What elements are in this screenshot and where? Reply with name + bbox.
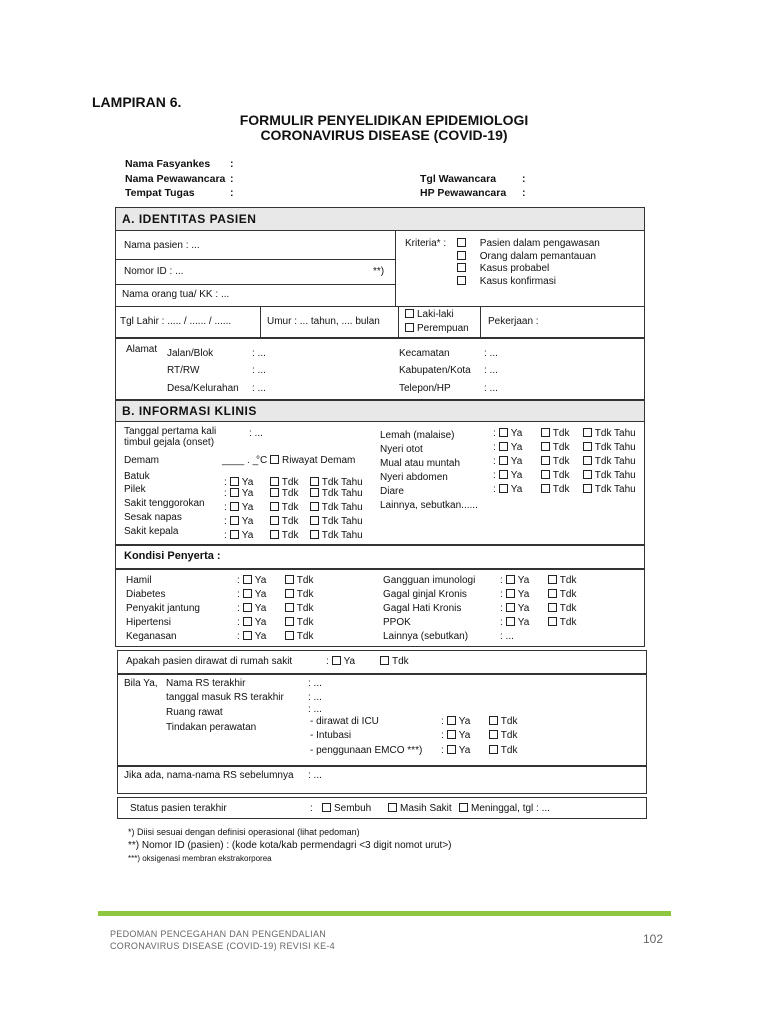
kondisi-left-options-row: [237, 603, 325, 614]
option-checkbox[interactable]: Tdk Tahu: [583, 442, 643, 453]
option-checkbox[interactable]: Tdk: [541, 456, 583, 467]
option-checkbox[interactable]: Ya: [230, 488, 270, 499]
option-checkbox[interactable]: Ya: [230, 477, 270, 488]
kondisi-right-options-row: [500, 603, 588, 614]
option-checkbox[interactable]: Ya: [499, 470, 541, 481]
desa-label: Desa/Kelurahan: [167, 383, 239, 394]
tgl-lahir-field[interactable]: Tgl Lahir : ..... / ...... / ......: [120, 316, 232, 327]
checkbox-icon: [322, 803, 331, 812]
rs-sebelumnya-field[interactable]: : ...: [308, 770, 322, 781]
option-checkbox[interactable]: Ya: [447, 745, 489, 756]
onset-label-1: Tanggal pertama kali: [124, 426, 217, 437]
colon: :: [230, 187, 234, 199]
checkbox-icon: [405, 323, 414, 332]
onset-label-2: timbul gejala (onset): [124, 437, 215, 448]
checkbox-icon: [230, 502, 239, 511]
checkbox-icon: [230, 530, 239, 539]
colon: :: [237, 617, 240, 628]
colon: :: [230, 158, 234, 170]
option-checkbox[interactable]: Tdk: [489, 730, 529, 741]
option-checkbox[interactable]: Ya: [447, 716, 489, 727]
checkbox-icon: [243, 575, 252, 584]
jalan-label: Jalan/Blok: [167, 348, 214, 359]
colon: :: [230, 173, 234, 185]
checkbox-icon: [285, 617, 294, 626]
colon: :: [224, 488, 227, 499]
kondisi-left-options-row: [237, 631, 325, 642]
symptom-label: Mual atau muntah: [380, 458, 461, 469]
note-2: **) Nomor ID (pasien) : (kode kota/kab permendagri <3 digit nomot urut>): [128, 840, 452, 851]
symptom-label: Sakit kepala: [124, 526, 179, 537]
ruang-rawat-field[interactable]: : ...: [308, 704, 322, 715]
kondisi-label: PPOK: [383, 617, 411, 628]
checkbox-icon: [457, 251, 466, 260]
left-symptom-options-row: [224, 477, 370, 488]
note-3: ***) oksigenasi membran ekstrakorporea: [128, 854, 272, 863]
symptom-label: Sesak napas: [124, 512, 182, 523]
checkbox-icon: [285, 589, 294, 598]
colon: :: [224, 477, 227, 488]
right-symptom-options-row: [493, 428, 643, 439]
celsius-unit: °C: [256, 455, 268, 466]
option-checkbox[interactable]: Ya: [230, 502, 270, 513]
checkbox-icon: [405, 309, 414, 318]
option-checkbox[interactable]: Tdk: [541, 470, 583, 481]
checkbox-icon: [230, 477, 239, 486]
kondisi-label: Diabetes: [126, 589, 166, 600]
riwayat-demam-checkbox[interactable]: Riwayat Demam: [270, 455, 355, 466]
symptom-label: Batuk: [124, 471, 150, 482]
option-checkbox[interactable]: Ya: [506, 589, 548, 600]
telepon-field[interactable]: : ...: [484, 383, 498, 394]
nama-rs-label: Nama RS terakhir: [166, 678, 246, 689]
checkbox-icon: [447, 730, 456, 739]
option-checkbox[interactable]: Ya: [499, 484, 541, 495]
checkbox-icon: [541, 456, 550, 465]
option-checkbox[interactable]: Ya: [499, 456, 541, 467]
option-checkbox[interactable]: Tdk: [285, 589, 325, 600]
option-checkbox[interactable]: Ya: [499, 442, 541, 453]
option-checkbox[interactable]: Ya: [506, 617, 548, 628]
option-checkbox[interactable]: Tdk: [285, 603, 325, 614]
rawat-question: Apakah pasien dirawat di rumah sakit: [126, 656, 293, 667]
colon: :: [237, 631, 240, 642]
demam-field[interactable]: ____ . _: [222, 455, 259, 466]
demam-label: Demam: [124, 455, 160, 466]
option-checkbox[interactable]: Tdk: [548, 603, 588, 614]
kondisi-right-options-row: [500, 575, 588, 586]
kondisi-label: Hipertensi: [126, 617, 172, 628]
colon: :: [237, 603, 240, 614]
left-symptom-options-row: [224, 516, 370, 527]
colon: :: [500, 617, 503, 628]
onset-field[interactable]: : ...: [249, 428, 263, 439]
rawat-tdk[interactable]: Tdk: [380, 656, 409, 667]
checkbox-icon: [548, 617, 557, 626]
form-title: FORMULIR PENYELIDIKAN EPIDEMIOLOGI: [239, 112, 529, 128]
colon: :: [224, 502, 227, 513]
colon: :: [237, 575, 240, 586]
option-checkbox[interactable]: Tdk: [548, 617, 588, 628]
option-checkbox[interactable]: Tdk: [541, 442, 583, 453]
checkbox-icon: [489, 745, 498, 754]
ruang-rawat-label: Ruang rawat: [166, 707, 223, 718]
lampiran-label: LAMPIRAN 6.: [92, 94, 182, 110]
option-checkbox[interactable]: Tdk: [285, 575, 325, 586]
checkbox-icon: [310, 488, 319, 497]
colon: :: [441, 716, 444, 727]
checkbox-icon: [243, 603, 252, 612]
option-checkbox[interactable]: Ya: [230, 516, 270, 527]
checkbox-icon: [541, 442, 550, 451]
colon: :: [522, 173, 526, 185]
nama-pewawancara-label: Nama Pewawancara: [125, 173, 226, 185]
checkbox-icon: [499, 484, 508, 493]
footer-line-2: CORONAVIRUS DISEASE (COVID-19) REVISI KE-4: [110, 941, 335, 951]
option-checkbox[interactable]: Tdk Tahu: [310, 488, 370, 499]
emco-label: - penggunaan EMCO ***): [310, 745, 423, 756]
kondisi-label: Lainnya (sebutkan): [383, 631, 469, 642]
option-checkbox[interactable]: Tdk Tahu: [310, 477, 370, 488]
gender-laki[interactable]: Laki-laki: [405, 309, 454, 320]
checkbox-icon: [506, 617, 515, 626]
colon: :: [493, 484, 496, 495]
status-meninggal[interactable]: Meninggal, tgl : ...: [459, 803, 550, 814]
kondisi-label: Gagal Hati Kronis: [383, 603, 462, 614]
checkbox-icon: [285, 575, 294, 584]
option-checkbox[interactable]: Tdk Tahu: [583, 428, 643, 439]
symptom-label: Nyeri otot: [380, 444, 423, 455]
option-checkbox[interactable]: Tdk: [489, 745, 529, 756]
checkbox-icon: [270, 455, 279, 464]
section-b-header: B. INFORMASI KLINIS: [115, 400, 645, 422]
checkbox-icon: [457, 276, 466, 285]
left-symptom-options-row: [224, 530, 370, 541]
nama-fasyankes-label: Nama Fasyankes: [125, 158, 211, 170]
option-checkbox[interactable]: Tdk: [548, 589, 588, 600]
option-checkbox[interactable]: Ya: [506, 575, 548, 586]
tgl-wawancara-label: Tgl Wawancara: [420, 173, 497, 185]
right-symptom-options-row: [493, 484, 643, 495]
nama-pasien-field[interactable]: Nama pasien : ...: [124, 240, 200, 251]
symptom-label: Nyeri abdomen: [380, 472, 448, 483]
checkbox-icon: [541, 428, 550, 437]
option-checkbox[interactable]: Tdk Tahu: [583, 456, 643, 467]
form-subtitle: CORONAVIRUS DISEASE (COVID-19): [260, 127, 508, 143]
checkbox-icon: [583, 484, 592, 493]
checkbox-icon: [243, 589, 252, 598]
kondisi-label: Gangguan imunologi: [383, 575, 476, 586]
checkbox-icon: [499, 470, 508, 479]
umur-field[interactable]: Umur : ... tahun, .... bulan: [267, 316, 380, 327]
tindakan-label: Tindakan perawatan: [166, 722, 257, 733]
section-a-header: A. IDENTITAS PASIEN: [115, 207, 645, 231]
option-checkbox[interactable]: Ya: [243, 617, 285, 628]
option-checkbox[interactable]: Tdk Tahu: [310, 530, 370, 541]
checkbox-icon: [548, 589, 557, 598]
alamat-label: Alamat: [126, 344, 158, 355]
checkbox-icon: [583, 428, 592, 437]
checkbox-icon: [506, 603, 515, 612]
rawat-ya[interactable]: : Ya: [326, 656, 356, 667]
nama-rs-field[interactable]: : ...: [308, 678, 322, 689]
checkbox-icon: [506, 575, 515, 584]
checkbox-icon: [270, 516, 279, 525]
option-checkbox[interactable]: Ya: [447, 730, 489, 741]
option-checkbox[interactable]: Tdk: [270, 477, 310, 488]
tindakan-options-row: [441, 716, 529, 727]
symptom-label: Sakit tenggorokan: [124, 498, 205, 509]
checkbox-icon: [310, 477, 319, 486]
checkbox-icon: [583, 442, 592, 451]
colon: :: [441, 745, 444, 756]
checkbox-icon: [583, 470, 592, 479]
colon: :: [500, 575, 503, 586]
checkbox-icon: [548, 575, 557, 584]
right-symptom-options-row: [493, 456, 643, 467]
option-checkbox[interactable]: Tdk: [270, 530, 310, 541]
kriteria-label: Kriteria* :: [405, 238, 447, 249]
hp-pewawancara-label: HP Pewawancara: [420, 187, 507, 199]
checkbox-icon: [506, 589, 515, 598]
kecamatan-field[interactable]: : ...: [484, 348, 498, 359]
checkbox-icon: [310, 516, 319, 525]
colon: :: [441, 730, 444, 741]
kriteria-option[interactable]: Kasus konfirmasi: [457, 276, 600, 289]
kondisi-title: Kondisi Penyerta :: [124, 550, 221, 562]
bila-ya-label: Bila Ya,: [124, 678, 158, 689]
checkbox-icon: [447, 716, 456, 725]
checkbox-icon: [457, 263, 466, 272]
checkbox-icon: [499, 428, 508, 437]
rs-sebelumnya-label: Jika ada, nama-nama RS sebelumnya: [124, 770, 294, 781]
checkbox-icon: [380, 656, 389, 665]
tindakan-options-row: [441, 730, 529, 741]
checkbox-icon: [489, 730, 498, 739]
checkbox-icon: [457, 238, 466, 247]
footer-accent-bar: [98, 911, 671, 916]
symptom-label: Lemah (malaise): [380, 430, 455, 441]
note-1: *) Diisi sesuai dengan definisi operasional (lihat pedoman): [128, 827, 360, 837]
colon: :: [493, 456, 496, 467]
rtrw-field[interactable]: : ...: [252, 365, 266, 376]
colon: :: [500, 603, 503, 614]
tanggal-masuk-field[interactable]: : ...: [308, 692, 322, 703]
option-checkbox[interactable]: Tdk: [270, 488, 310, 499]
checkbox-icon: [499, 442, 508, 451]
colon: :: [310, 803, 313, 814]
footer-text: [110, 928, 335, 952]
colon: :: [500, 589, 503, 600]
option-checkbox[interactable]: Tdk: [285, 631, 325, 642]
option-checkbox[interactable]: Tdk: [270, 502, 310, 513]
checkbox-icon: [541, 470, 550, 479]
colon: :: [237, 589, 240, 600]
footer-line-1: PEDOMAN PENCEGAHAN DAN PENGENDALIAN: [110, 929, 327, 939]
icu-label: - dirawat di ICU: [310, 716, 379, 727]
checkbox-icon: [583, 456, 592, 465]
option-checkbox[interactable]: Tdk: [270, 516, 310, 527]
checkbox-icon: [459, 803, 468, 812]
kriteria-option[interactable]: Orang dalam pemantauan: [457, 251, 600, 264]
checkbox-icon: [270, 488, 279, 497]
kriteria-option[interactable]: Pasien dalam pengawasan: [457, 238, 600, 251]
kondisi-left-options-row: [237, 589, 325, 600]
checkbox-icon: [332, 656, 341, 665]
option-checkbox[interactable]: Tdk Tahu: [310, 516, 370, 527]
status-label: Status pasien terakhir: [130, 803, 227, 814]
status-sembuh[interactable]: Sembuh: [322, 803, 371, 814]
option-checkbox[interactable]: Ya: [499, 428, 541, 439]
colon: :: [224, 530, 227, 541]
colon: :: [224, 516, 227, 527]
nomor-id-field[interactable]: Nomor ID : ...: [124, 266, 184, 277]
right-symptom-options-row: [493, 470, 643, 481]
kabupaten-label: Kabupaten/Kota: [399, 365, 471, 376]
kondisi-label: Gagal ginjal Kronis: [383, 589, 467, 600]
option-checkbox[interactable]: Ya: [506, 603, 548, 614]
kondisi-right-options-row: [500, 589, 588, 600]
kecamatan-label: Kecamatan: [399, 348, 450, 359]
colon: :: [522, 187, 526, 199]
option-checkbox[interactable]: Ya: [230, 530, 270, 541]
checkbox-icon: [270, 502, 279, 511]
tindakan-options-row: [441, 745, 529, 756]
right-symptom-options-row: [493, 442, 643, 453]
kondisi-label: Keganasan: [126, 631, 177, 642]
colon: :: [493, 470, 496, 481]
desa-field[interactable]: : ...: [252, 383, 266, 394]
checkbox-icon: [548, 603, 557, 612]
checkbox-icon: [388, 803, 397, 812]
checkbox-icon: [270, 477, 279, 486]
kondisi-lainnya-field[interactable]: : ...: [500, 631, 514, 642]
kabupaten-field[interactable]: : ...: [484, 365, 498, 376]
jalan-field[interactable]: : ...: [252, 348, 266, 359]
checkbox-icon: [243, 631, 252, 640]
checkbox-icon: [499, 456, 508, 465]
colon: :: [493, 428, 496, 439]
kondisi-left-options-row: [237, 617, 325, 628]
kondisi-left-options-row: [237, 575, 325, 586]
checkbox-icon: [310, 502, 319, 511]
checkbox-icon: [541, 484, 550, 493]
intubasi-label: - Intubasi: [310, 730, 352, 741]
nomor-id-note: **): [373, 266, 385, 277]
colon: :: [493, 442, 496, 453]
checkbox-icon: [243, 617, 252, 626]
checkbox-icon: [310, 530, 319, 539]
checkbox-icon: [285, 603, 294, 612]
checkbox-icon: [270, 530, 279, 539]
checkbox-icon: [447, 745, 456, 754]
kriteria-option[interactable]: Kasus probabel: [457, 263, 600, 276]
option-checkbox[interactable]: Tdk: [285, 617, 325, 628]
pekerjaan-field[interactable]: Pekerjaan :: [488, 316, 539, 327]
lainnya-field[interactable]: Lainnya, sebutkan......: [380, 500, 478, 511]
option-checkbox[interactable]: Tdk Tahu: [310, 502, 370, 513]
gender-perempuan[interactable]: Perempuan: [405, 323, 469, 334]
option-checkbox[interactable]: Tdk: [489, 716, 529, 727]
tanggal-masuk-label: tanggal masuk RS terakhir: [166, 692, 284, 703]
option-checkbox[interactable]: Ya: [243, 575, 285, 586]
option-checkbox[interactable]: Tdk: [541, 484, 583, 495]
symptom-label: Pilek: [124, 484, 146, 495]
nama-ortu-field[interactable]: Nama orang tua/ KK : ...: [122, 289, 230, 300]
option-checkbox[interactable]: Ya: [243, 603, 285, 614]
option-checkbox[interactable]: Tdk: [548, 575, 588, 586]
tempat-tugas-label: Tempat Tugas: [125, 187, 195, 199]
option-checkbox[interactable]: Ya: [243, 589, 285, 600]
rtrw-label: RT/RW: [167, 365, 200, 376]
page-number: 102: [643, 932, 664, 946]
checkbox-icon: [230, 488, 239, 497]
telepon-label: Telepon/HP: [399, 383, 451, 394]
option-checkbox[interactable]: Ya: [243, 631, 285, 642]
kriteria-options: [457, 238, 600, 288]
checkbox-icon: [489, 716, 498, 725]
left-symptom-options-row: [224, 488, 370, 499]
kondisi-label: Penyakit jantung: [126, 603, 200, 614]
option-checkbox[interactable]: Tdk Tahu: [583, 484, 643, 495]
kondisi-right-options-row: [500, 617, 588, 628]
checkbox-icon: [230, 516, 239, 525]
option-checkbox[interactable]: Tdk Tahu: [583, 470, 643, 481]
option-checkbox[interactable]: Tdk: [541, 428, 583, 439]
left-symptom-options-row: [224, 502, 370, 513]
checkbox-icon: [285, 631, 294, 640]
symptom-label: Diare: [380, 486, 404, 497]
status-masih-sakit[interactable]: Masih Sakit: [388, 803, 452, 814]
kondisi-label: Hamil: [126, 575, 152, 586]
